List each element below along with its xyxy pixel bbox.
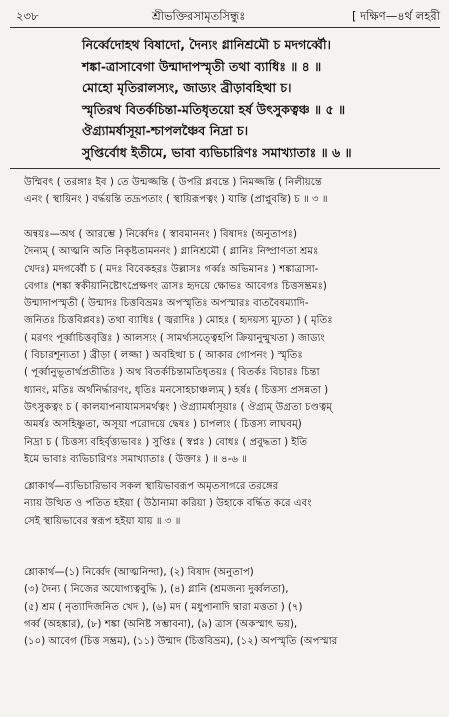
text-line: উন্মাদাপস্মৃতী ( উন্মাদঃ চিত্তবিভ্রমঃ অপস্মৃতিঃ অপস্মারঃ বাতবৈষম্যাদি- — [24, 298, 309, 310]
verse-line: মোহো মৃতিরালস্যং, জাড্যং ব্রীড়াবহিত্থা চ। — [82, 80, 292, 95]
anvaya-paragraph — [24, 226, 444, 468]
text-line: উৎসুকত্বং চ ( কালযাপনাযামসমর্থত্বং ) ঔগ্র্যামর্ষাসূয়াঃ ( ঔগ্র্যম্ উগ্রতা চণ্ডত্বম্ — [24, 401, 333, 413]
text-line: গর্ব্ব (অহঙ্কার), (৮) শঙ্কা (অনিষ্ট সম্ভাবনা), (৯) ত্রাস (অকস্মাৎ ভয়), — [24, 618, 298, 630]
text-line: (১০) আবেগ (চিত্ত সম্ভ্রম), (১১) উন্মাদ (চিত্তবিভ্রম), (১২) অপস্মৃতি (অপস্মার — [24, 636, 338, 648]
text-line: ( পূর্ব্বানুভূতার্থপ্রতীতিঃ ) অথ বিতর্কচিন্তামতিধৃতয়ঃ ( বিতর্কঃ বিচারঃ চিন্তা — [24, 367, 320, 379]
verse-line: শঙ্কা-ত্রাসাবেগা উন্মাদাপস্মৃতী তথা ব্যাধিঃ ॥ ৪ ॥ — [82, 58, 322, 74]
commentary-continuation — [24, 174, 444, 209]
text-line: অমর্ষঃ অসহিষ্ণুতা, অসূয়া পরোদয়ে দ্বেষঃ ) চাপল্যং ( চিত্তস্য লাঘবম্) — [24, 419, 302, 431]
translation-paragraph-2 — [24, 564, 444, 650]
text-line: ( বিচারশূন্যতা ) ব্রীড়া ( লজ্জা ) অবহিত্থা চ ( আকার গোপনং ) স্মৃতিঃ — [24, 350, 303, 362]
translation-paragraph-1 — [24, 478, 444, 530]
text-line: জনিতঃ চিত্তবিপ্লবঃ) তথা ব্যাধিঃ ( জ্বরাদিঃ ) মোহঃ ( হৃদয়স্য মূঢ়তা ) ( মৃতিঃ — [24, 315, 333, 327]
section-divider — [10, 168, 440, 169]
text-line: উম্মিবৎ ( তরঙ্গাঃ ইব ) তে উন্মজ্জন্তি ( উপরি প্লবন্তে ) নিমজ্জন্তি ( নিলীয়ন্তে — [24, 177, 322, 188]
chapter-label: [ দক্ষিণ—৪র্থ লহরী — [351, 9, 440, 23]
text-line: ন্যায় উত্থিত ও পতিত হইয়া ( উঠানামা করিয়া ) উহাকে বৰ্দ্ধিত করে এবং — [24, 498, 312, 510]
text-line: খেদঃ) মদগর্ব্বৌ চ ( মদঃ বিবেকহরঃ উল্লাসঃ গর্ব্বঃ অভিমানঃ ) শঙ্কাত্রাসা- — [24, 263, 319, 275]
verse-block — [82, 34, 442, 163]
header-rule — [10, 27, 440, 28]
text-line: সেই স্থায়িভাবের স্বরূপ হইয়া যায় ॥ ৩ ॥ — [24, 515, 181, 527]
book-title: শ্রীভক্তিরসামৃতসিন্ধুঃ — [152, 9, 246, 23]
text-line: ইমে ভাবাঃ ব্যভিচারিণঃ সমাখ্যাতাঃ ( উক্তাঃ ) ॥ ৪-৬ ॥ — [24, 453, 248, 465]
verse-line: ঔগ্র্যামর্ষাসূয়া-শ্চাপলঞ্চৈব নিদ্রা চ। — [82, 123, 249, 138]
text-line: শ্লোকার্থ—ব্যভিচারিভাব সকল স্থায়িভাবরূপ অমৃতসাগরে তরঙ্গের — [24, 481, 279, 492]
text-line: ধ্যানং, মতিঃ অর্থনির্দ্ধারণং, ধৃতিঃ মনসোহচাঞ্চল্যম্ ) হর্ষঃ ( চিত্তস্য প্রসন্নতা ) — [24, 384, 329, 396]
page-number: ২৩৮ — [16, 9, 39, 23]
verse-line: নির্ব্বেদোহথ বিষাদো, দৈন্যং গ্লানিশ্রমৌ চ মদগর্ব্বৌ। — [82, 37, 331, 52]
page-header — [10, 8, 440, 26]
text-line: দৈন্যম্ ( আত্মনি অতি নিকৃষ্টতামননং ) গ্লানিশ্রমৌ ( গ্লানিঃ নিষ্প্রাণতা শ্রমঃ — [24, 246, 319, 258]
verse-line: স্মৃতিরথ বিতর্কচিন্তা-মতিধৃতয়ো হর্ষ উৎসুকত্বঞ্চ ॥ ৫ ॥ — [82, 101, 346, 117]
text-line: অন্বয়ঃ—অথ ( আরম্ভে ) নির্ব্বেদঃ ( স্বাবমাননং ) বিষাদঃ (অনুতাপঃ) — [24, 229, 298, 240]
text-line: শ্লোকার্থ—(১) নির্ব্বেদ (আত্মনিন্দা), (২) বিষাদ (অনুতাপ) — [24, 567, 254, 578]
text-line: নিদ্রা চ ( চিত্তস্য বহির্বৃত্ত্যভাবঃ ) সুপ্তিঃ ( স্বপ্নঃ ) বোধঃ ( প্রবুদ্ধতা ) ইতি — [24, 436, 308, 448]
verse-line: সুপ্তির্বোধ ইতীমে, ভাবা ব্যভিচারিণঃ সমাখ্যাতাঃ ॥ ৬ ॥ — [82, 144, 352, 160]
text-line: (৫) শ্রম ( নৃত্যাদিজনিত খেদ ), (৬) মদ ( মধুপানাদি দ্বারা মত্ততা ) (৭) — [24, 601, 303, 613]
text-line: (৩) দৈন্য ( নিজের অযোগ্যত্ববুদ্ধি ), (৪) গ্লানি (শ্রমজন্য দুর্ব্বলতা), — [24, 584, 289, 596]
text-line: এনং ( স্থায়িনং ) বর্দ্ধয়ন্তি তদ্রূপতাং ( স্থায়িরূপত্বং ) যান্তি (প্রাপ্নুবন্তি) চ ॥ ৩ ॥ — [24, 194, 328, 206]
text-line: বেগাঃ (শঙ্কা স্বকীয়ানিষ্টোৎপ্রেক্ষণং ত্রাসঃ হৃদয়ে ক্ষোভঃ আবেগঃ চিত্তসম্ভ্রমঃ) — [24, 280, 327, 292]
text-line: ( মরণং পূর্ব্বাচিত্তবৃত্তিঃ ) আলস্যং ( সামর্থ্যসত্ত্বেহপি ক্রিয়ানুন্মুখতা ) জাড্যং — [24, 332, 325, 344]
